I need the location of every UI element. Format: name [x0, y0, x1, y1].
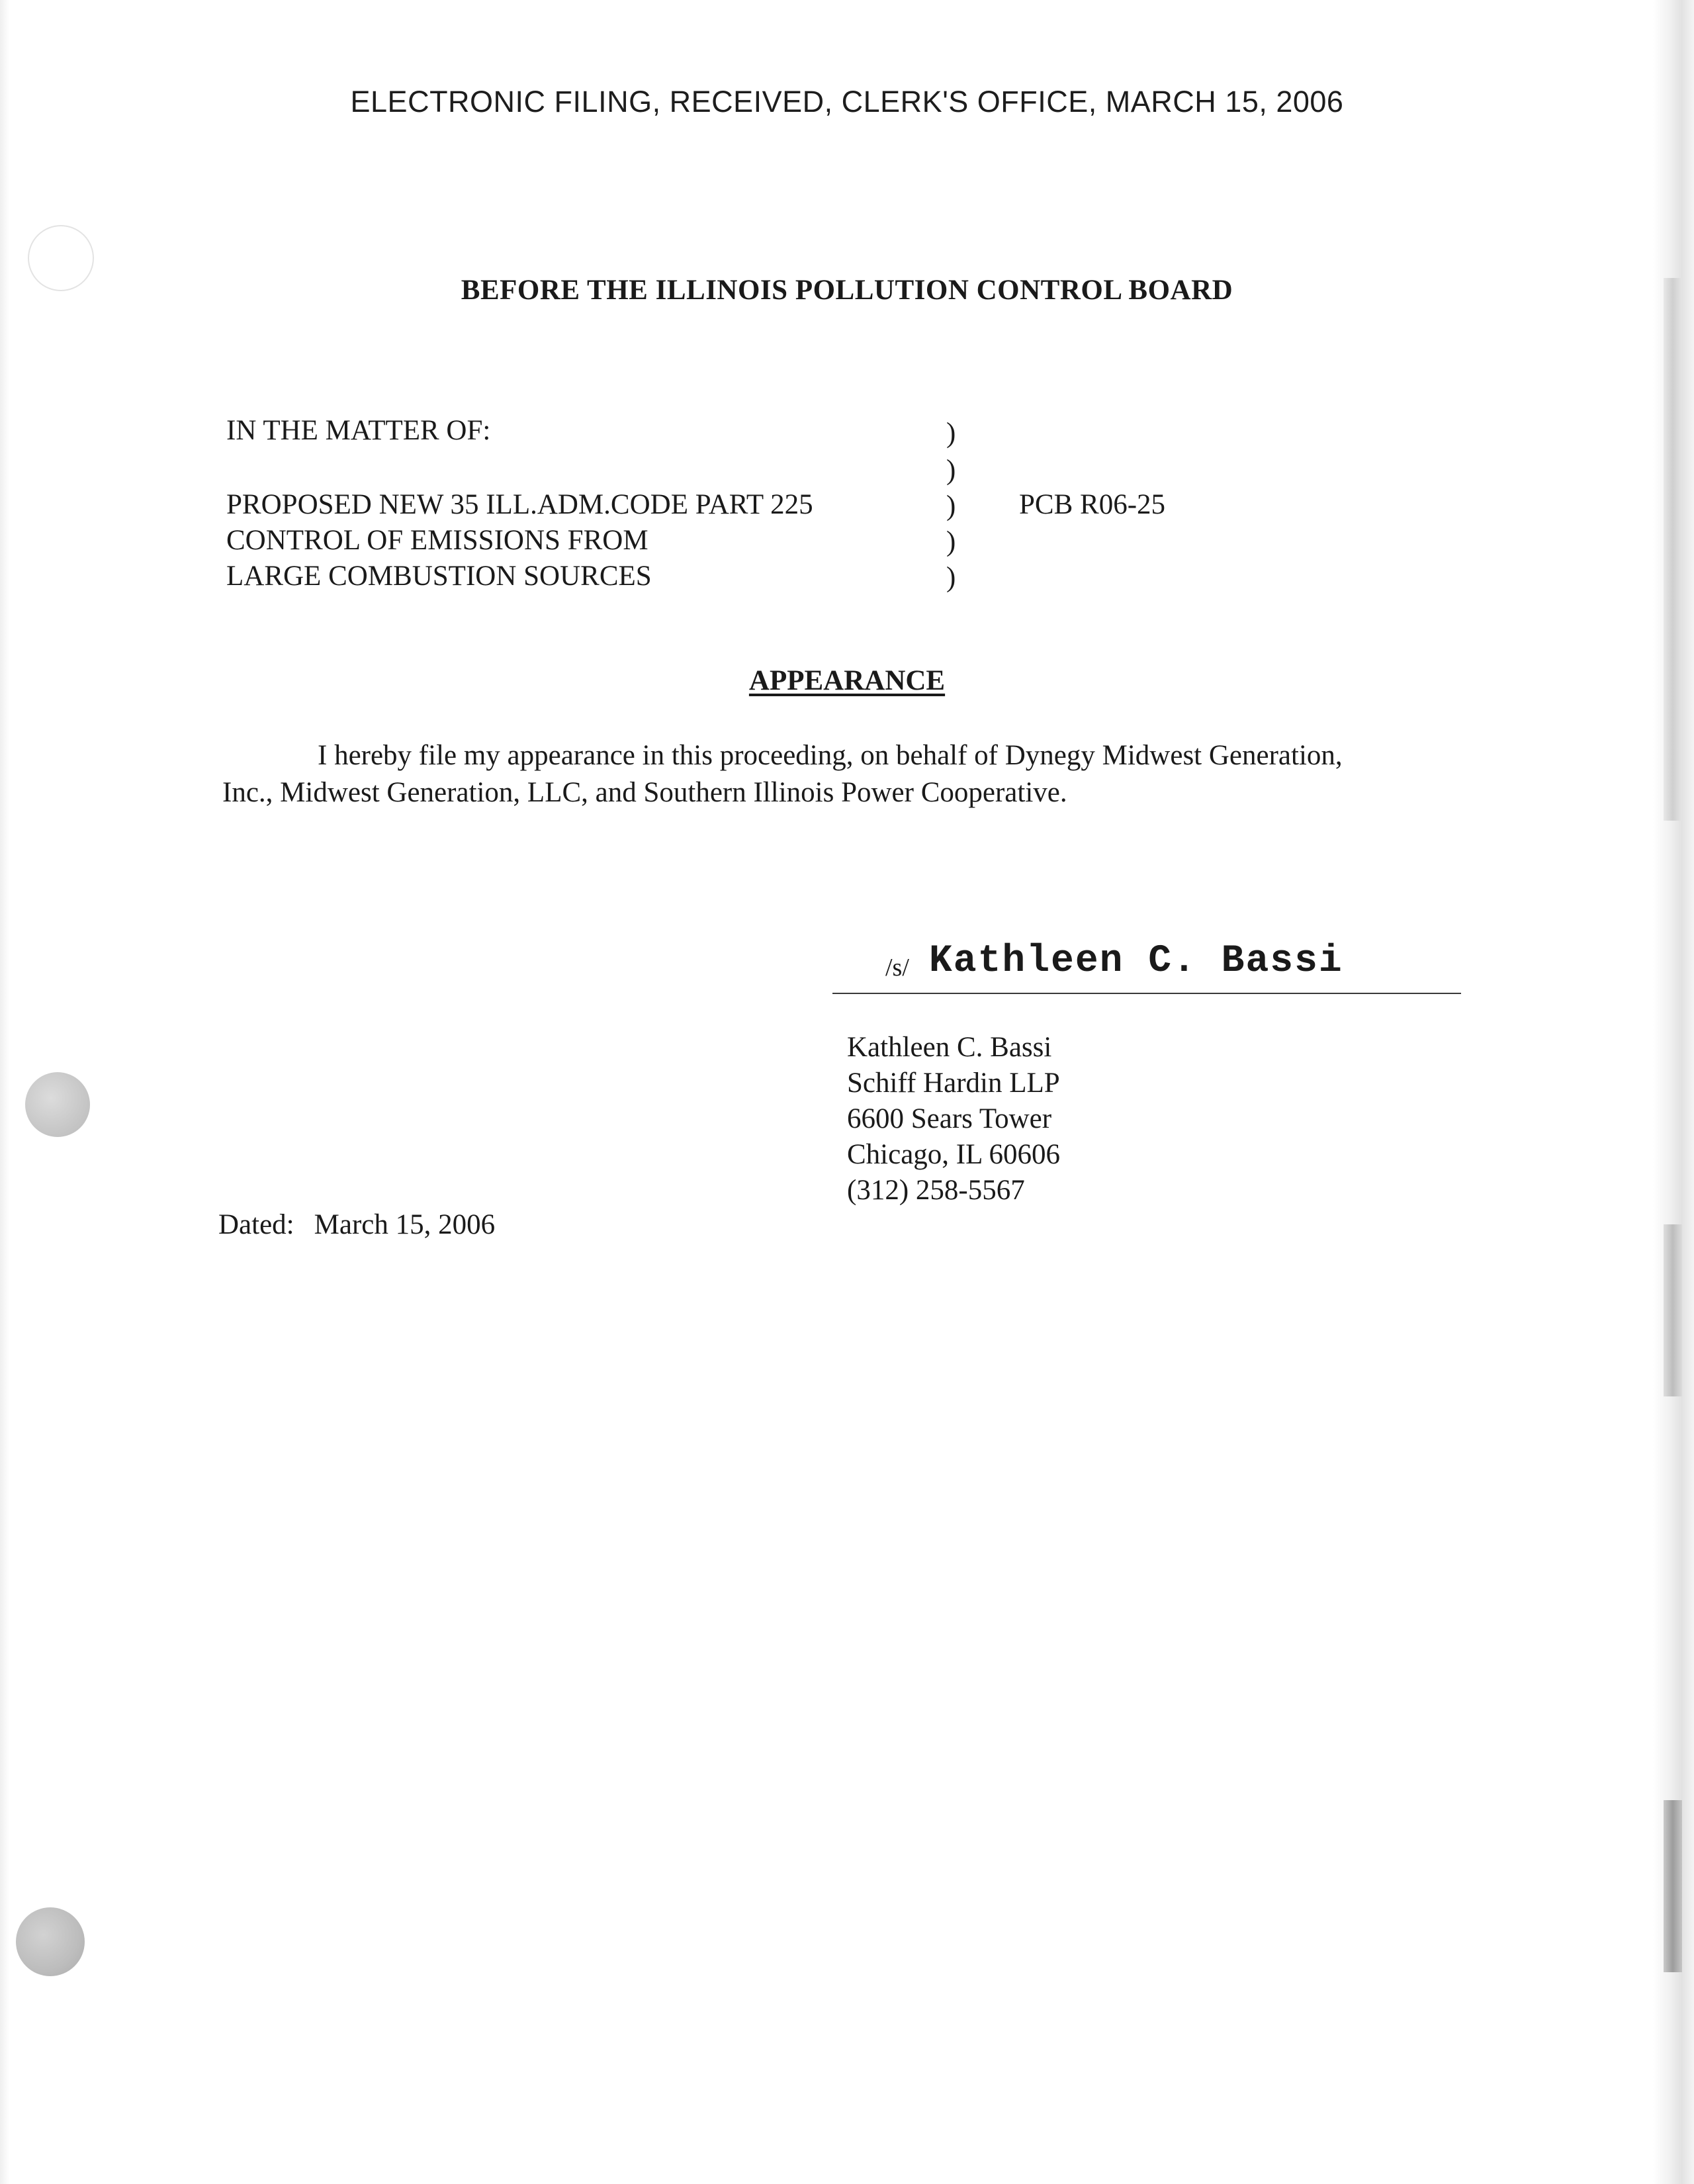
dated-line: [218, 1208, 495, 1241]
caption-line: LARGE COMBUSTION SOURCES: [226, 561, 652, 592]
scan-edge-shadow: [1664, 1224, 1682, 1396]
caption-line: IN THE MATTER OF:: [226, 415, 491, 446]
dated-label: Dated:: [218, 1209, 294, 1240]
punch-hole: [25, 1072, 90, 1137]
case-number: PCB R06-25: [1019, 489, 1166, 520]
body-text: I hereby file my appearance in this proceeding, on behalf of Dynegy Midwest Generation, Inc., Midwest Generation, LLC, and Southern Illinois Power Cooperative.: [222, 740, 1343, 808]
attorney-name: Kathleen C. Bassi: [847, 1032, 1052, 1063]
document-heading: [0, 664, 1694, 697]
punch-hole: [16, 1907, 85, 1976]
attorney-phone: (312) 258-5567: [847, 1175, 1025, 1206]
filing-stamp-header: ELECTRONIC FILING, RECEIVED, CLERK'S OFFICE, MARCH 15, 2006: [350, 85, 1344, 118]
signature-line: [832, 993, 1461, 994]
attorney-address: 6600 Sears Tower: [847, 1103, 1052, 1134]
scan-edge-shadow: [1664, 1800, 1682, 1972]
attorney-firm: Schiff Hardin LLP: [847, 1068, 1060, 1099]
caption-line: PROPOSED NEW 35 ILL.ADM.CODE PART 225: [226, 489, 813, 520]
attorney-city: Chicago, IL 60606: [847, 1139, 1061, 1170]
scan-edge-shadow: [1664, 278, 1682, 821]
caption-parenthesis: ): [946, 526, 956, 557]
body-paragraph: [222, 737, 1360, 811]
caption-parenthesis: ): [946, 562, 956, 593]
signature-name: Kathleen C. Bassi: [929, 940, 1343, 983]
board-title: BEFORE THE ILLINOIS POLLUTION CONTROL BOARD: [461, 275, 1233, 306]
caption-parenthesis: ): [946, 455, 956, 486]
signature-prefix: /s/: [885, 954, 909, 981]
dated-date: March 15, 2006: [314, 1209, 496, 1240]
caption-line: CONTROL OF EMISSIONS FROM: [226, 525, 648, 556]
document-heading-text: APPEARANCE: [748, 665, 946, 696]
caption-parenthesis: ): [946, 418, 956, 449]
caption-parenthesis: ): [946, 490, 956, 522]
scan-left-edge: [0, 0, 9, 2184]
